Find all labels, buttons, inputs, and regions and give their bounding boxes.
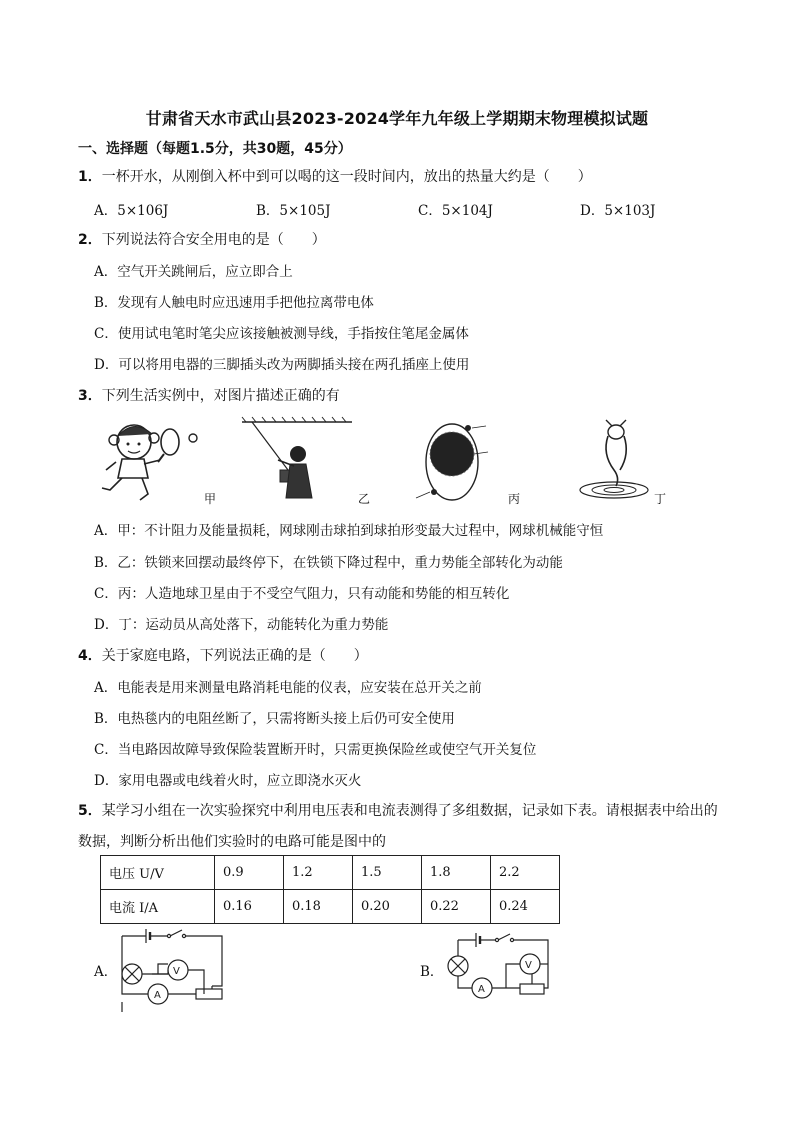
tennis-girl-figure <box>96 416 206 506</box>
q2-option-a: A．空气开关跳闸后，应立即合上 <box>94 264 293 280</box>
question-1 <box>78 166 592 186</box>
q3-option-c: C．丙：人造地球卫星由于不受空气阻力，只有动能和势能的相互转化 <box>94 586 510 602</box>
table-cell: 0.16 <box>215 890 284 924</box>
question-5-line-2: 数据，判断分析出他们实验时的电路可能是图中的 <box>78 834 386 850</box>
table-cell: 电流 I/A <box>101 890 215 924</box>
question-text: 下列生活实例中，对图片描述正确的有 <box>101 388 340 404</box>
q1-option-b: B．5×105J <box>256 203 331 219</box>
page-title: 甘肃省天水市武山县2023-2024学年九年级上学期期末物理模拟试题 <box>145 109 649 128</box>
table-cell: 电压 U/V <box>101 856 215 890</box>
q4-option-b: B．电热毯内的电阻丝断了，只需将断头接上后仍可安全使用 <box>94 711 455 727</box>
q4-option-a: A．电能表是用来测量电路消耗电能的仪表，应安装在总开关之前 <box>94 680 482 696</box>
section-heading: 一、选择题（每题1.5分，共30题，45分） <box>78 141 352 157</box>
voltmeter-label: V <box>173 966 180 977</box>
question-number: 4． <box>78 648 102 664</box>
figure-label-yi: 乙 <box>358 492 371 506</box>
question-text: 关于家庭电路，下列说法正确的是（ ） <box>101 648 368 664</box>
q1-option-d: D．5×103J <box>580 203 656 219</box>
pendulum-lock-figure <box>238 416 358 506</box>
q2-option-b: B．发现有人触电时应迅速用手把他拉离带电体 <box>94 295 374 311</box>
ammeter-label: A <box>478 984 485 995</box>
q3-option-d: D．丁：运动员从高处落下，动能转化为重力势能 <box>94 617 389 633</box>
question-number: 2． <box>78 232 102 248</box>
q2-option-d: D．可以将用电器的三脚插头改为两脚插头接在两孔插座上使用 <box>94 357 470 373</box>
q3-option-a: A．甲：不计阻力及能量损耗，网球刚击球拍到球拍形变最大过程中，网球机械能守恒 <box>94 523 604 539</box>
question-3 <box>78 385 340 405</box>
ammeter-label: A <box>154 990 161 1001</box>
q4-option-d: D．家用电器或电线着火时，应立即浇水灭火 <box>94 773 362 789</box>
table-cell: 0.20 <box>353 890 422 924</box>
question-number: 3． <box>78 388 102 404</box>
table-row <box>101 856 560 890</box>
voltmeter-label: V <box>525 960 532 971</box>
table-cell: 1.5 <box>353 856 422 890</box>
question-4 <box>78 645 368 665</box>
question-number: 5． <box>78 803 102 819</box>
question-text: 下列说法符合安全用电的是（ ） <box>101 232 326 248</box>
table-cell: 1.2 <box>284 856 353 890</box>
q2-option-c: C．使用试电笔时笔尖应该接触被测导线，手指按住笔尾金属体 <box>94 326 469 342</box>
table-cell: 0.24 <box>491 890 560 924</box>
satellite-orbit-figure <box>406 420 506 504</box>
q4-option-c: C．当电路因故障导致保险装置断开时，只需更换保险丝或使空气开关复位 <box>94 742 537 758</box>
figure-label-jia: 甲 <box>204 492 217 506</box>
question-number: 1． <box>78 169 102 185</box>
table-cell: 0.9 <box>215 856 284 890</box>
q3-option-b: B．乙：铁锁来回摆动最终停下，在铁锁下降过程中，重力势能全部转化为动能 <box>94 555 563 571</box>
figure-label-ding: 丁 <box>654 492 667 506</box>
table-cell: 0.18 <box>284 890 353 924</box>
measurement-table <box>100 855 560 924</box>
diver-figure <box>574 418 654 506</box>
figure-label-bing: 丙 <box>508 492 521 506</box>
q5-option-a-label: A． <box>94 964 118 980</box>
q1-option-a: A．5×106J <box>94 203 169 219</box>
table-cell: 2.2 <box>491 856 560 890</box>
question-text: 一杯开水，从刚倒入杯中到可以喝的这一段时间内，放出的热量大约是（ ） <box>101 169 592 185</box>
q1-option-c: C．5×104J <box>418 203 493 219</box>
q5-option-b-label: B． <box>420 964 444 980</box>
table-cell: 1.8 <box>422 856 491 890</box>
question-5 <box>78 800 718 820</box>
table-cell: 0.22 <box>422 890 491 924</box>
table-row <box>101 890 560 924</box>
question-2 <box>78 229 326 249</box>
circuit-b-diagram <box>440 926 560 1016</box>
question-text: 某学习小组在一次实验探究中利用电压表和电流表测得了多组数据，记录如下表。请根据表中给出的 <box>101 803 718 819</box>
circuit-a-diagram <box>112 926 232 1016</box>
